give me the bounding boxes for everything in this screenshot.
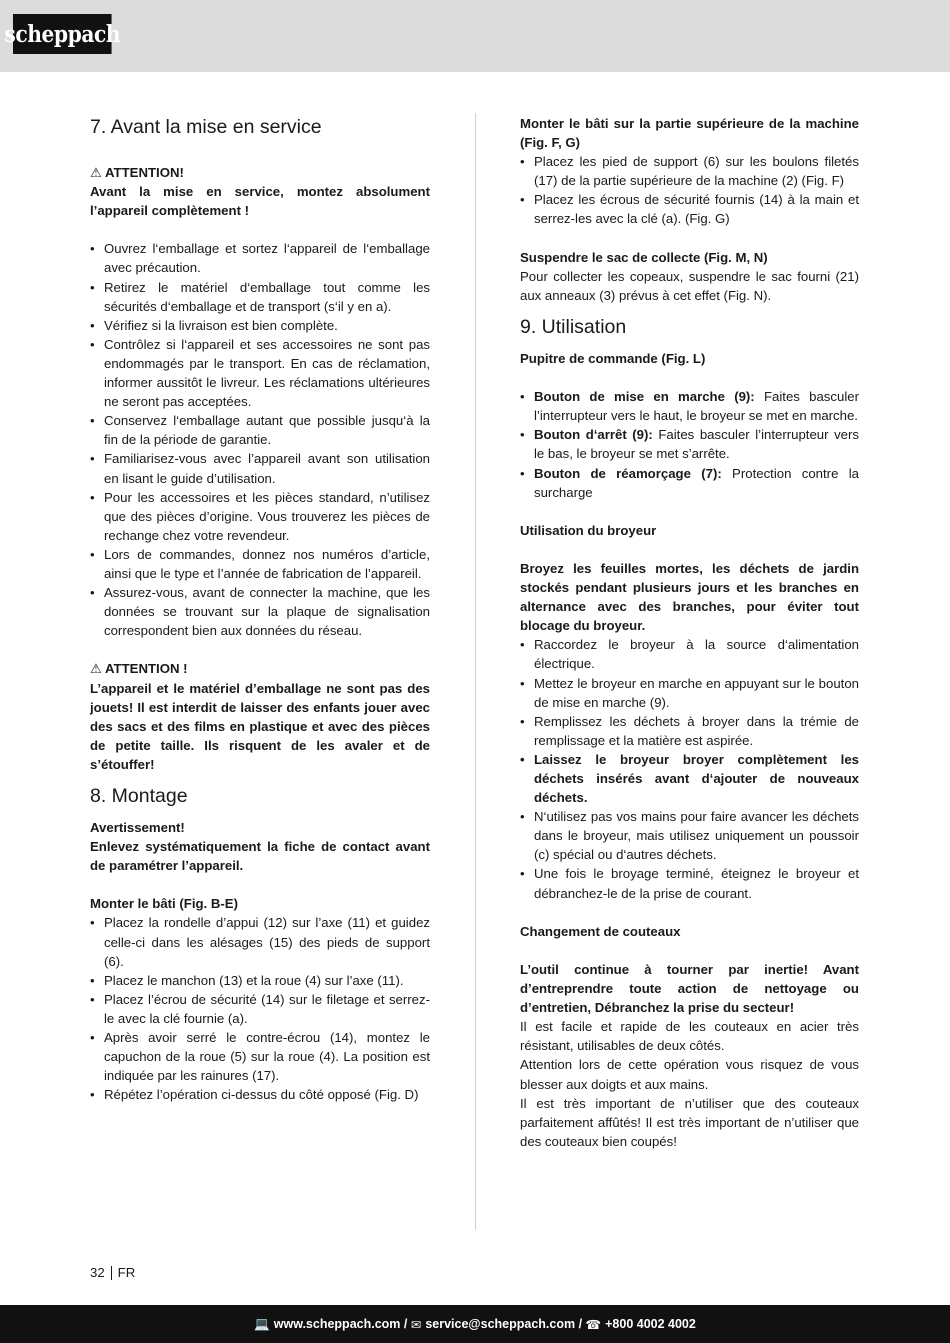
- usage-list: [520, 635, 859, 902]
- knives-text-2: Attention lors de cette opération vous risquez de vous blesser aux doigts et aux mains.: [520, 1057, 859, 1092]
- header-bar: [0, 0, 950, 72]
- computer-icon: 💻: [254, 1316, 270, 1331]
- knives-text-1: Il est facile et rapide de les couteaux en acier très résistant, utilisables de deux côtés.: [520, 1019, 859, 1054]
- knives-bold-text: L’outil continue à tourner par inertie! Avant d’entreprendre toute action de nettoyage ou d’entretien, Débranchez la prise du secteur!: [520, 961, 859, 1016]
- scheppach-logo: scheppach: [13, 14, 112, 54]
- list-item: • Répétez l’opération ci-dessus du côté opposé (Fig. D): [90, 1085, 430, 1104]
- list-item: • Après avoir serré le contre-écrou (14), montez le capuchon de la roue (5) sur la roue (4). La position est indiquée par les rainures (17).: [90, 1028, 430, 1085]
- list-item: • N‘utilisez pas vos mains pour faire avancer les déchets dans le broyeur, mais utilisez uniquement un poussoir (c) spécial ou d‘autres déchets.: [520, 807, 859, 864]
- attention-1-text: Avant la mise en service, montez absolument l’appareil complètement !: [90, 184, 430, 219]
- list-item: • Une fois le broyage terminé, éteignez le broyeur et débranchez-le de la prise de courant.: [520, 864, 859, 902]
- column-divider: [475, 113, 476, 1230]
- warning-title: Avertissement!: [90, 820, 185, 835]
- usage-title: Utilisation du broyeur: [520, 522, 657, 538]
- list-item: • Bouton de mise en marche (9): Faites basculer l’interrupteur vers le haut, le broyeur se met en marche.: [520, 387, 859, 425]
- support-title: Monter le bâti sur la partie supérieure de la machine (Fig. F, G): [520, 116, 859, 151]
- list-item: • Assurez-vous, avant de connecter la machine, que les données se trouvant sur la plaque de signalisation correspondent bien aux données du réseau.: [90, 583, 430, 640]
- list-item: • Contrôlez si l‘appareil et ses accessoires ne sont pas endommagés par le transport. En cas de réclamation, informer aussitôt le livreur. Les réclamations ultérieures ne seront pas acceptées.: [90, 335, 430, 411]
- mail-icon: ✉: [410, 1317, 422, 1332]
- section-7-list: [90, 239, 430, 640]
- list-item: • Placez les écrous de sécurité fournis (14) à la main et serrez-les avec la clé (a). (Fig. G): [520, 190, 859, 228]
- right-column: [520, 114, 859, 1151]
- list-item: • Pour les accessoires et les pièces standard, n’utilisez que des pièces d’origine. Vous trouverez les pièces de rechange chez votre revendeur.: [90, 488, 430, 545]
- list-item: • Retirez le matériel d‘emballage tout comme les sécurités d‘emballage et de transport (s‘il y en a).: [90, 278, 430, 316]
- control-panel-title: Pupitre de commande (Fig. L): [520, 350, 706, 366]
- list-item: • Placez le manchon (13) et la roue (4) sur l’axe (11).: [90, 971, 430, 990]
- attention-1-title: ⚠ ATTENTION!: [90, 163, 430, 182]
- footer-bar: [0, 1305, 950, 1343]
- section-9-title: 9. Utilisation: [520, 315, 627, 338]
- footer-website[interactable]: www.scheppach.com /: [273, 1317, 408, 1331]
- list-item: • Lors de commandes, donnez nos numéros d’article, ainsi que le type et l’année de fabrication de l’appareil.: [90, 545, 430, 583]
- attention-2-text: L’appareil et le matériel d’emballage ne sont pas des jouets! Il est interdit de laisser des enfants jouer avec des sacs et des films en plastique et avec des pièces de petite taille. Ils risquent de les avaler et de s’étouffer!: [90, 680, 430, 772]
- knives-text-3: Il est très important de n’utiliser que des couteaux parfaitement affûtés! Il est très important de n’utiliser que des couteaux bien coupés!: [520, 1095, 859, 1149]
- section-7-title: 7. Avant la mise en service: [90, 116, 322, 138]
- list-item: • Conservez l‘emballage autant que possible jusqu‘à la fin de la période de garantie.: [90, 411, 430, 449]
- list-item: • Familiarisez-vous avec l’appareil avant son utilisation en lisant le guide d’utilisation.: [90, 449, 430, 487]
- list-item: • Raccordez le broyeur à la source d‘alimentation électrique.: [520, 635, 859, 673]
- list-item: • Bouton d‘arrêt (9): Faites basculer l’interrupteur vers le bas, le broyeur se met s’arrête.: [520, 425, 859, 463]
- attention-2-title: ⚠ ATTENTION !: [90, 659, 430, 678]
- phone-icon: ☎: [585, 1317, 602, 1332]
- list-item: • Mettez le broyeur en marche en appuyant sur le bouton de mise en marche (9).: [520, 674, 859, 712]
- control-panel-list: [520, 387, 859, 502]
- warning-text: Enlevez systématiquement la fiche de contact avant de paramétrer l’appareil.: [90, 839, 430, 874]
- list-item: • Placez la rondelle d’appui (12) sur l’axe (11) et guidez celle-ci dans les alésages (15) des pieds de support (6).: [90, 913, 430, 970]
- bag-title: Suspendre le sac de collecte (Fig. M, N): [520, 249, 768, 265]
- list-item: • Remplissez les déchets à broyer dans la trémie de remplissage et la matière est aspirée.: [520, 712, 859, 750]
- knives-title: Changement de couteaux: [520, 923, 681, 939]
- bati-list: [90, 913, 430, 1104]
- bag-text: Pour collecter les copeaux, suspendre le sac fourni (21) aux anneaux (3) prévus à cet effet (Fig. N).: [520, 268, 859, 303]
- left-column: [90, 114, 430, 1104]
- warning-triangle-icon: ⚠: [90, 661, 102, 677]
- list-item: • Bouton de réamorçage (7): Protection contre la surcharge: [520, 464, 859, 502]
- list-item: • Laissez le broyeur broyer complètement les déchets insérés avant d‘ajouter de nouveaux déchets.: [520, 750, 859, 807]
- list-item: • Placez l’écrou de sécurité (14) sur le filetage et serrez-le avec la clé fournie (a).: [90, 990, 430, 1028]
- page-number: 32 FR: [90, 1265, 136, 1280]
- list-item: • Placez les pied de support (6) sur les boulons filetés (17) de la partie supérieure de la machine (2) (Fig. F): [520, 152, 859, 190]
- usage-bold-text: Broyez les feuilles mortes, les déchets de jardin stockés pendant plusieurs jours et les branches en alternance avec des branches, pour éviter tout blocage du broyeur.: [520, 560, 859, 634]
- warning-triangle-icon: ⚠: [90, 165, 102, 180]
- section-8-title: 8. Montage: [90, 785, 188, 807]
- footer-phone[interactable]: +800 4002 4002: [605, 1317, 696, 1331]
- list-item: • Vérifiez si la livraison est bien complète.: [90, 316, 430, 335]
- list-item: • Ouvrez l‘emballage et sortez l‘appareil de l‘emballage avec précaution.: [90, 239, 430, 277]
- bati-title: Monter le bâti (Fig. B-E): [90, 896, 238, 912]
- footer-email[interactable]: service@scheppach.com /: [425, 1317, 583, 1331]
- support-list: [520, 152, 859, 228]
